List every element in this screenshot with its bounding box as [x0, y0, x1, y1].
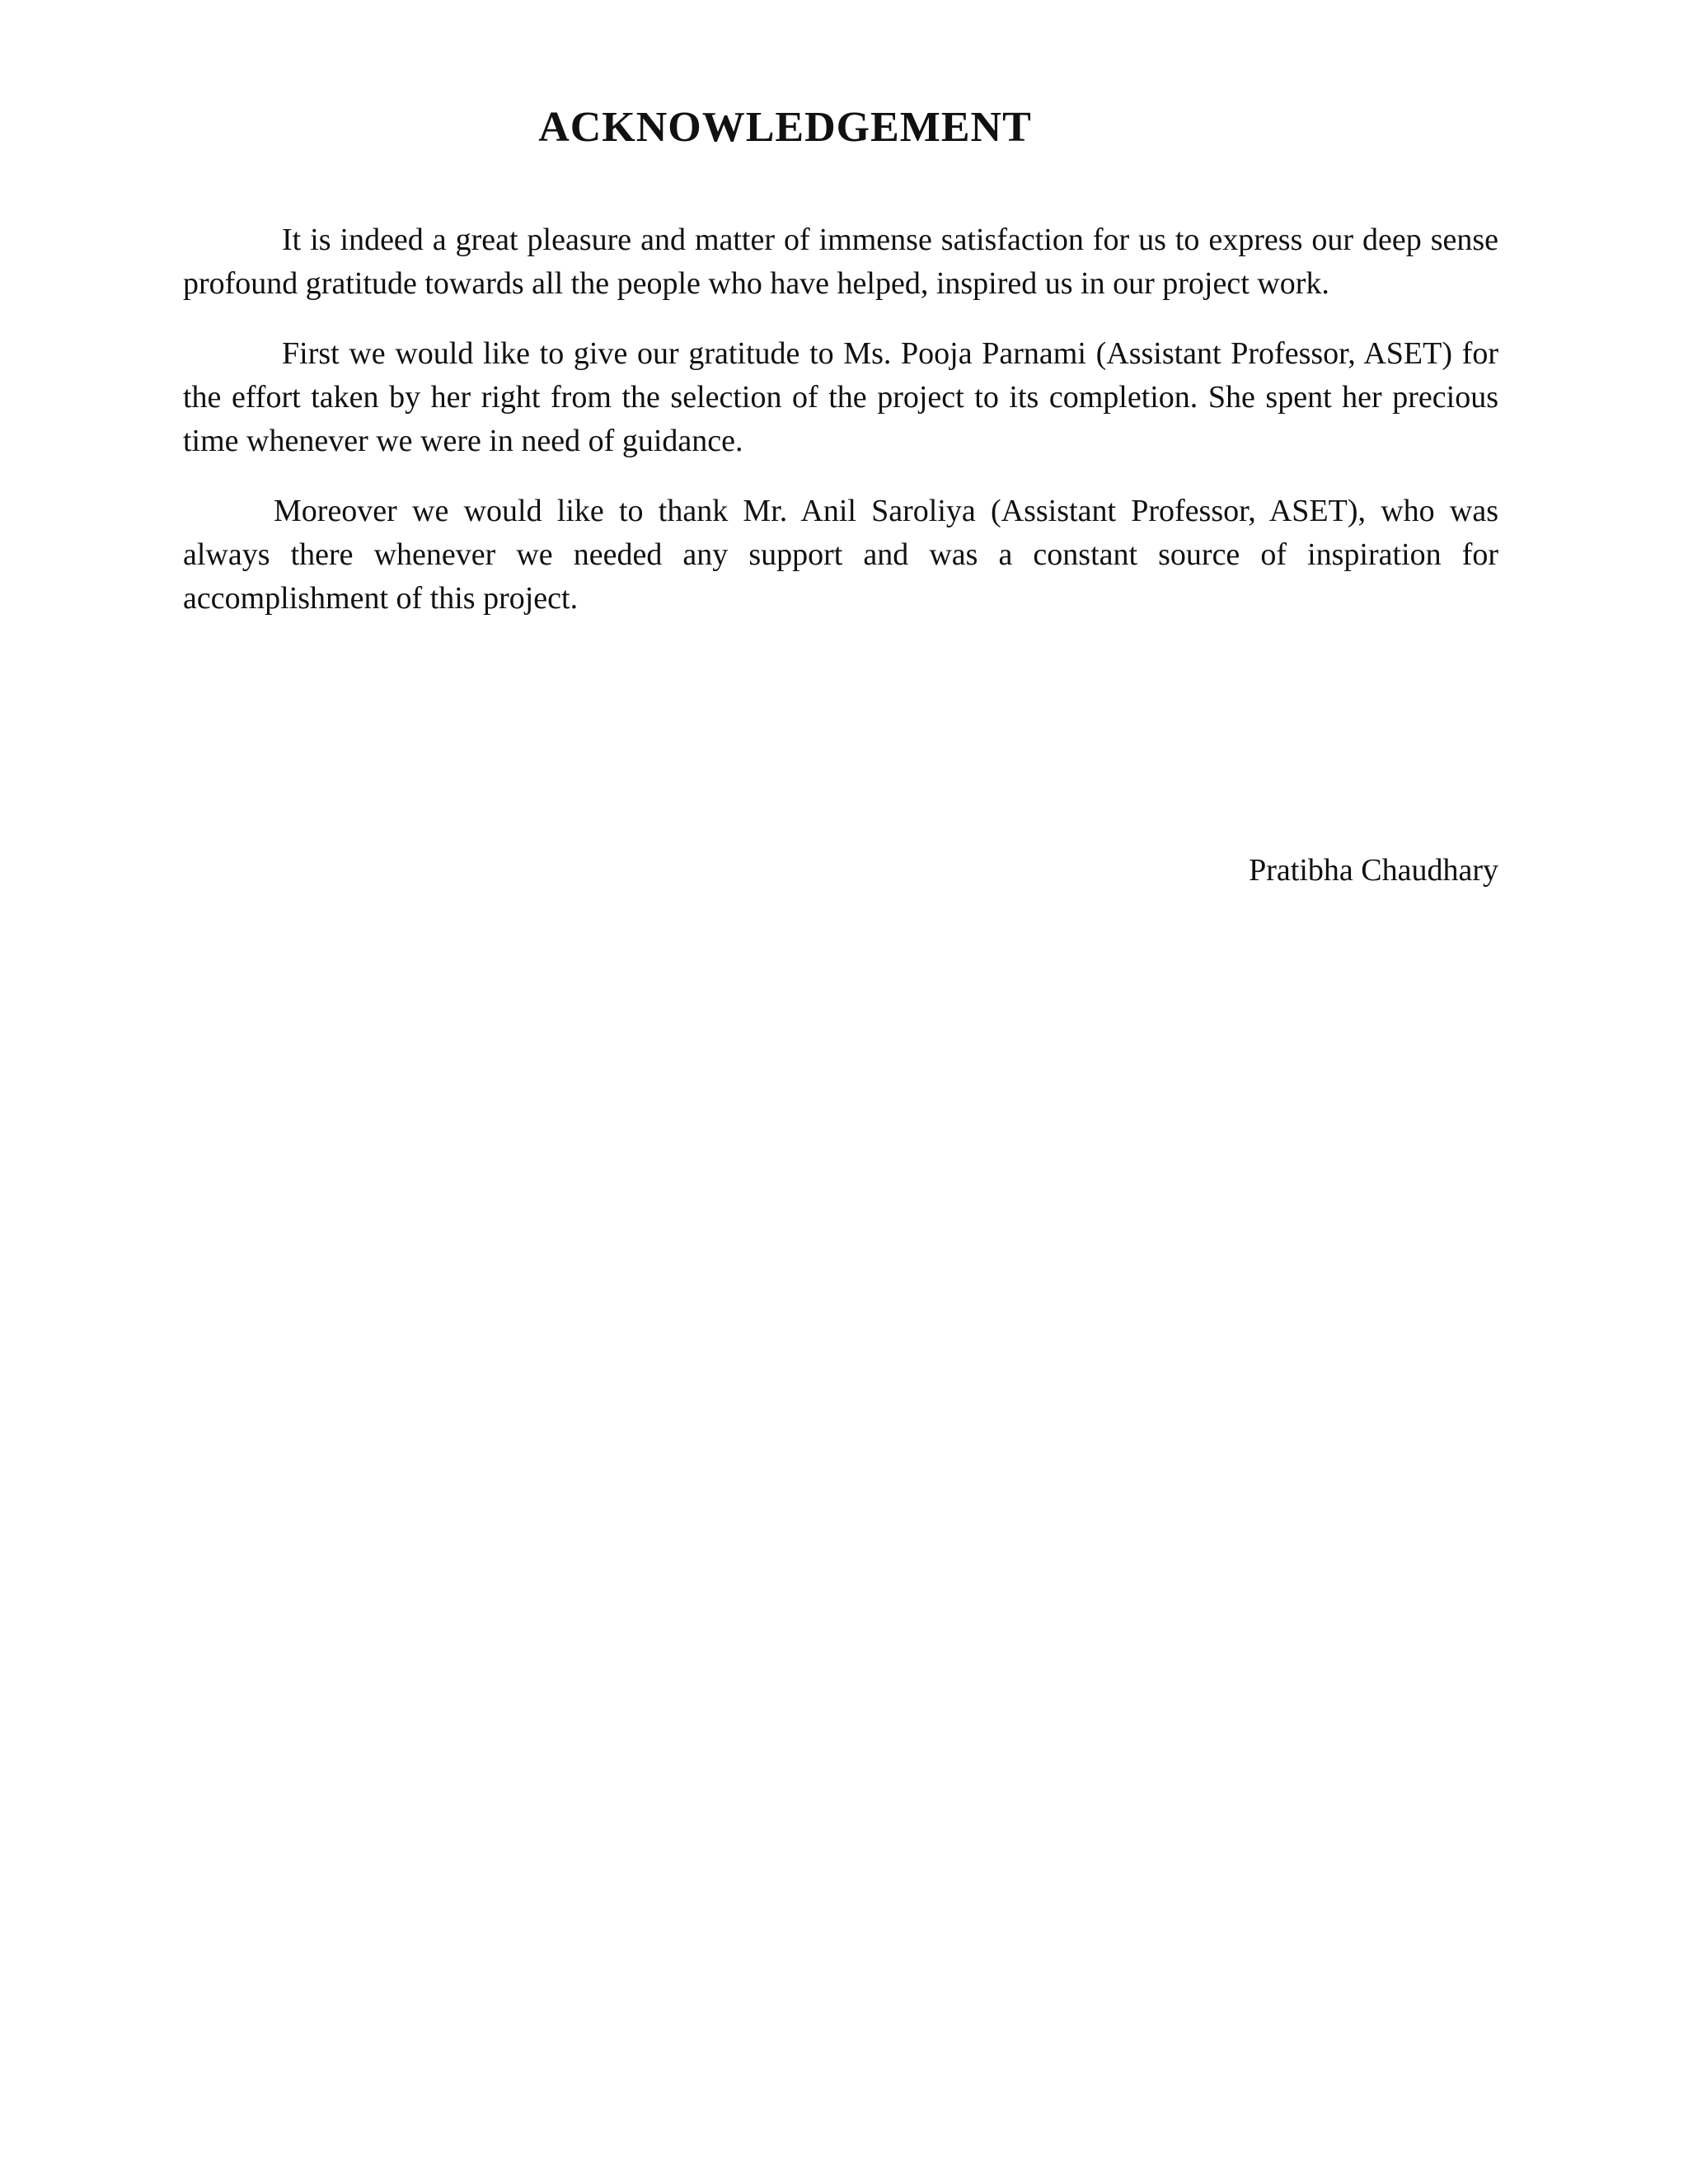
acknowledgement-body [183, 218, 1498, 647]
signature-name: Pratibha Chaudhary [1249, 853, 1498, 888]
paragraph-1: It is indeed a great pleasure and matter of immense satisfaction for us to express our deep sense profound gratitude towards all the people who have helped, inspired us in our project work. [183, 223, 1498, 301]
paragraph-3: Moreover we would like to thank Mr. Anil Saroliya (Assistant Professor, ASET), who was always there whenever we needed any support and was a constant source of inspiration for accomplishment of this project. [183, 494, 1498, 616]
page-title: ACKNOWLEDGEMENT [538, 104, 1032, 151]
paragraph-2: First we would like to give our gratitude to Ms. Pooja Parnami (Assistant Professor, ASET) for the effort taken by her right from the selection of the project to its completion. She spent her precious time whenever we were in need of guidance. [183, 336, 1498, 458]
